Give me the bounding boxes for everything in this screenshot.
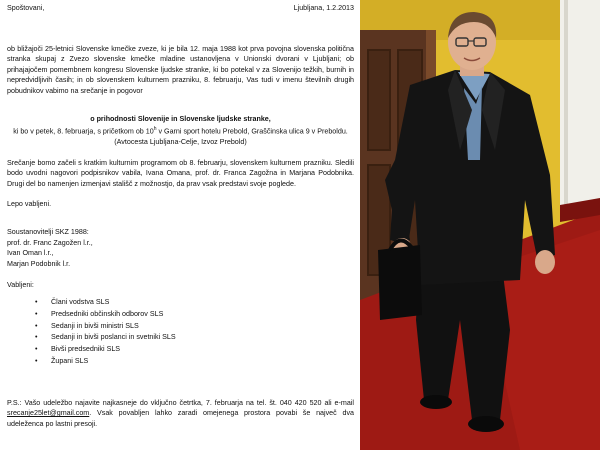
founder: prof. dr. Franc Zagožen l.r., bbox=[7, 238, 93, 247]
right-hand bbox=[535, 250, 555, 274]
left-shoe bbox=[420, 395, 452, 409]
invited-item bbox=[35, 321, 354, 333]
invited-label: Sedanji in bivši poslanci in svetniki SLS bbox=[51, 333, 176, 342]
invited-item bbox=[35, 332, 354, 344]
doorframe-right-edge bbox=[564, 0, 568, 210]
invited-label: Župani SLS bbox=[51, 357, 89, 366]
postscript-text: P.S.: Vašo udeležbo najavite najkasneje do vključno četrtka, 7. februarja na tel. št. 040 420 520 ali e-mail bbox=[7, 398, 354, 407]
bullet-icon: • bbox=[35, 333, 38, 342]
invited-item bbox=[35, 309, 354, 321]
invited-label: Bivši predsedniki SLS bbox=[51, 345, 121, 354]
invited-item bbox=[35, 356, 354, 368]
greeting: Lepo vabljeni. bbox=[7, 199, 52, 208]
invited-label: Člani vodstva SLS bbox=[51, 298, 110, 307]
invited-item bbox=[35, 344, 354, 356]
bullet-icon: • bbox=[35, 298, 38, 307]
place-date: Ljubljana, 1.2.2013 bbox=[293, 4, 354, 12]
meeting-topic: o prihodnosti Slovenije in Slovenske ljudske stranke, bbox=[90, 114, 271, 123]
letter-header bbox=[7, 3, 354, 14]
intro-paragraph: ob bližajoči 25-letnici Slovenske kmečke zveze, ki je bila 12. maja 1988 kot prva povojna slovenska politična stranka skupaj z Zvezo slovenske kmečke mladine ustanovljena v Unionski dvorani v Ljubljani; ob prihajajočem pomembnem kongresu Slovenske ljudske stranke, ki bo potekal v za Slovenijo težkih, burnih in nepredvidljivih časih; in ob slovenskem kulturnem prazniku, 8. februarju, Vas tudi v imenu številnih drugih pobudnikov vabimo na srečanje in pogovor bbox=[7, 44, 354, 95]
meeting-hour-sup: h bbox=[153, 126, 157, 133]
meeting-when: ki bo v petek, 8. februarja, s pričetkom ob 10 bbox=[13, 127, 154, 136]
bullet-icon: • bbox=[35, 321, 38, 330]
email-link[interactable]: srecanje25let@gmail.com bbox=[7, 409, 90, 418]
invited-list bbox=[35, 297, 354, 368]
founders-title: Soustanovitelji SKZ 1988: bbox=[7, 228, 89, 237]
photo-illustration bbox=[360, 0, 600, 450]
program-paragraph: Srečanje bomo začeli s kratkim kulturnim programom ob 8. februarju, slovenskem kulturnem prazniku. Sledili bodo uvodni nagovori podpisnikov vabila, Ivana Omana, prof. dr. Franca Zagožna in Marjana Podobnika. Drugi del bo namenjen izmenjavi stališč z možnostjo, da prav vsak predstavi svoje poglede. bbox=[7, 158, 354, 188]
salutation: Spoštovani, bbox=[7, 4, 45, 12]
bullet-icon: • bbox=[35, 309, 38, 318]
invited-label: Predsedniki občinskih odborov SLS bbox=[51, 309, 164, 318]
meeting-where: v Garni sport hotelu Prebold, Graščinska ulica 9 v Preboldu. (Avtocesta Ljubljana-Celje, Izvoz Prebold) bbox=[114, 127, 348, 147]
postscript bbox=[7, 398, 354, 430]
founder: Marjan Podobnik l.r. bbox=[7, 259, 71, 268]
postscript-text-end: . Vsak povabljen lahko zaradi omejenega prostora povabi še največ dva udeleženca po lastni presoji. bbox=[7, 409, 354, 429]
invited-title: Vabljeni: bbox=[7, 281, 34, 290]
invited-label: Sedanji in bivši ministri SLS bbox=[51, 321, 139, 330]
invited-item bbox=[35, 297, 354, 309]
bullet-icon: • bbox=[35, 357, 38, 366]
bullet-icon: • bbox=[35, 345, 38, 354]
founders-list bbox=[7, 238, 354, 270]
portrait-photo bbox=[360, 0, 600, 450]
right-shoe bbox=[468, 416, 504, 432]
briefcase bbox=[378, 245, 422, 320]
door-panel bbox=[368, 50, 390, 150]
meeting-details bbox=[7, 124, 354, 148]
founder: Ivan Oman l.r., bbox=[7, 249, 54, 258]
